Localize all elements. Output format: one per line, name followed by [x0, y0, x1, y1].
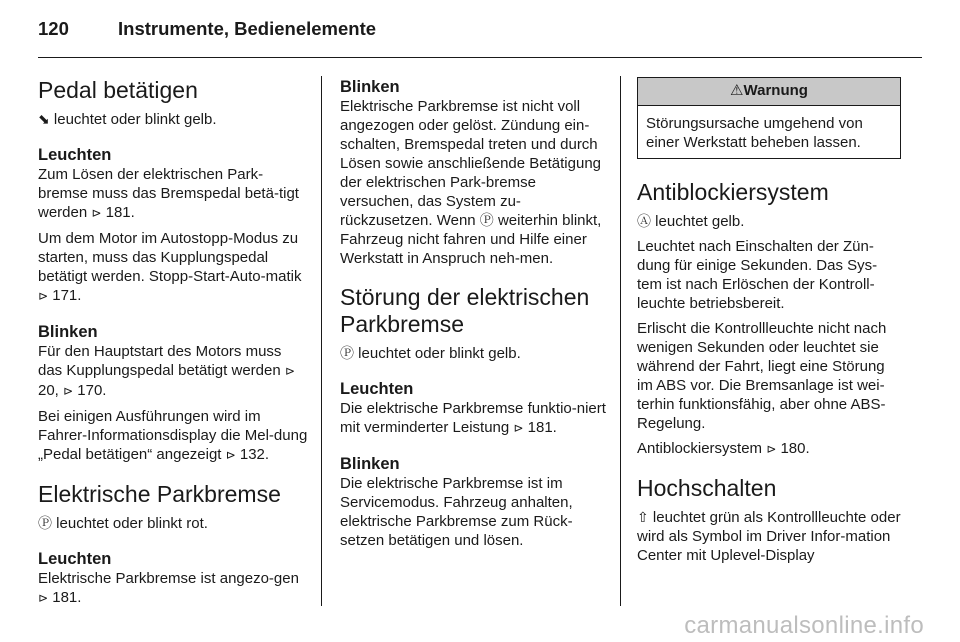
epb-line: Ⓟ leuchtet oder blinkt rot.: [38, 515, 208, 532]
paragraph: Für den Hauptstart des Motors muss das Kupplungspedal betätigt werden ⊳ 20, ⊳ 170.: [38, 343, 295, 399]
subheading-leuchten: Leuchten: [38, 146, 112, 164]
subheading-leuchten: Leuchten: [340, 380, 414, 398]
paragraph: Die elektrische Parkbremse ist im Servicemodus. Fahrzeug anhalten, elektrische Parkbremse zum Rück-setzen betätigen und lösen.: [340, 475, 573, 549]
paragraph: Erlischt die Kontrollleuchte nicht nach wenigen Sekunden oder leuchtet sie während der Fahrt, liegt eine Störung im ABS vor. Die Bremsanlage ist wei-terhin funktionsfähig, aber ohne ABS-Regelung.: [637, 320, 887, 432]
page-number: 120: [38, 18, 69, 39]
column-divider-2: [620, 76, 621, 606]
paragraph: Elektrische Parkbremse ist angezo-gen ⊳ 181.: [38, 570, 299, 606]
paragraph: Zum Lösen der elektrischen Park-bremse muss das Bremspedal betä-tigt werden ⊳ 181.: [38, 166, 299, 221]
arrow-ref-icon: ⊳: [766, 442, 777, 456]
arrow-ref-icon: ⊳: [225, 448, 236, 462]
paragraph: Die elektrische Parkbremse funktio-niert mit verminderter Leistung ⊳ 181.: [340, 400, 606, 436]
warning-header: ⚠Warnung: [638, 78, 900, 106]
heading-fault: Störung der elektrischen Parkbremse: [340, 284, 590, 337]
pedal-line: ⬊ leuchtet oder blinkt gelb.: [38, 111, 217, 128]
heading-epb: Elektrische Parkbremse: [38, 481, 281, 507]
warning-icon: ⚠: [730, 82, 744, 99]
fault-line: Ⓟ leuchtet oder blinkt gelb.: [340, 345, 521, 362]
page-header: [38, 18, 376, 40]
arrow-ref-icon: ⊳: [38, 289, 49, 303]
column-2: [340, 77, 608, 556]
column-1: [38, 77, 308, 614]
paragraph: Leuchtet nach Einschalten der Zün-dung für einige Sekunden. Das Sys-tem ist nach Erlöschen der Kontroll-leuchte betriebsbereit.: [637, 238, 878, 312]
parking-brake-icon: Ⓟ: [479, 212, 494, 228]
arrow-ref-icon: ⊳: [284, 364, 295, 378]
pedal-icon: ⬊: [38, 111, 50, 127]
paragraph: Antiblockiersystem ⊳ 180.: [637, 440, 810, 457]
subheading-blinken: Blinken: [38, 323, 98, 341]
arrow-ref-icon: ⊳: [513, 421, 524, 435]
paragraph: Bei einigen Ausführungen wird im Fahrer-Informationsdisplay die Mel-dung „Pedal betätigen“ angezeigt ⊳ 132.: [38, 408, 308, 463]
paragraph: Elektrische Parkbremse ist nicht voll angezogen oder gelöst. Zündung ein-schalten, Bremspedal treten und durch Lösen sowie anschließende Betätigung der elektrischen Park-bremse versuchen, das System zu-rückzusetzen. Wenn Ⓟ weiterhin blinkt, Fahrzeug nicht fahren und Hilfe einer Werkstatt in Anspruch neh-men.: [340, 98, 602, 267]
parking-brake-fault-icon: Ⓟ: [340, 345, 354, 361]
heading-abs: Antiblockiersystem: [637, 179, 829, 205]
parking-brake-icon: Ⓟ: [38, 515, 52, 531]
heading-pedal: Pedal betätigen: [38, 77, 198, 103]
abs-line: Ⓐ leuchtet gelb.: [637, 213, 745, 230]
watermark: carmanualsonline.info: [684, 612, 924, 639]
arrow-ref-icon: ⊳: [38, 591, 49, 605]
paragraph: ⇧ leuchtet grün als Kontrollleuchte oder wird als Symbol im Driver Infor-mation Center mit Uplevel-Display: [637, 509, 901, 564]
header-rule: [38, 57, 922, 58]
arrow-ref-icon: ⊳: [91, 206, 102, 220]
column-divider-1: [321, 76, 322, 606]
page-title: Instrumente, Bedienelemente: [118, 18, 377, 39]
subheading-leuchten: Leuchten: [38, 550, 112, 568]
heading-upshift: Hochschalten: [637, 475, 777, 501]
column-3: [637, 77, 901, 571]
subheading-blinken: Blinken: [340, 78, 400, 96]
arrow-ref-icon: ⊳: [63, 384, 74, 398]
paragraph: Um dem Motor im Autostopp-Modus zu starten, muss das Kupplungspedal betätigt werden. Stopp-Start-Auto-matik ⊳ 171.: [38, 230, 302, 304]
warning-text: Störungsursache umgehend von einer Werkstatt beheben lassen.: [646, 115, 863, 151]
upshift-icon: ⇧: [637, 509, 649, 525]
subheading-blinken: Blinken: [340, 455, 400, 473]
abs-icon: Ⓐ: [637, 213, 651, 229]
warning-box: [637, 77, 901, 159]
